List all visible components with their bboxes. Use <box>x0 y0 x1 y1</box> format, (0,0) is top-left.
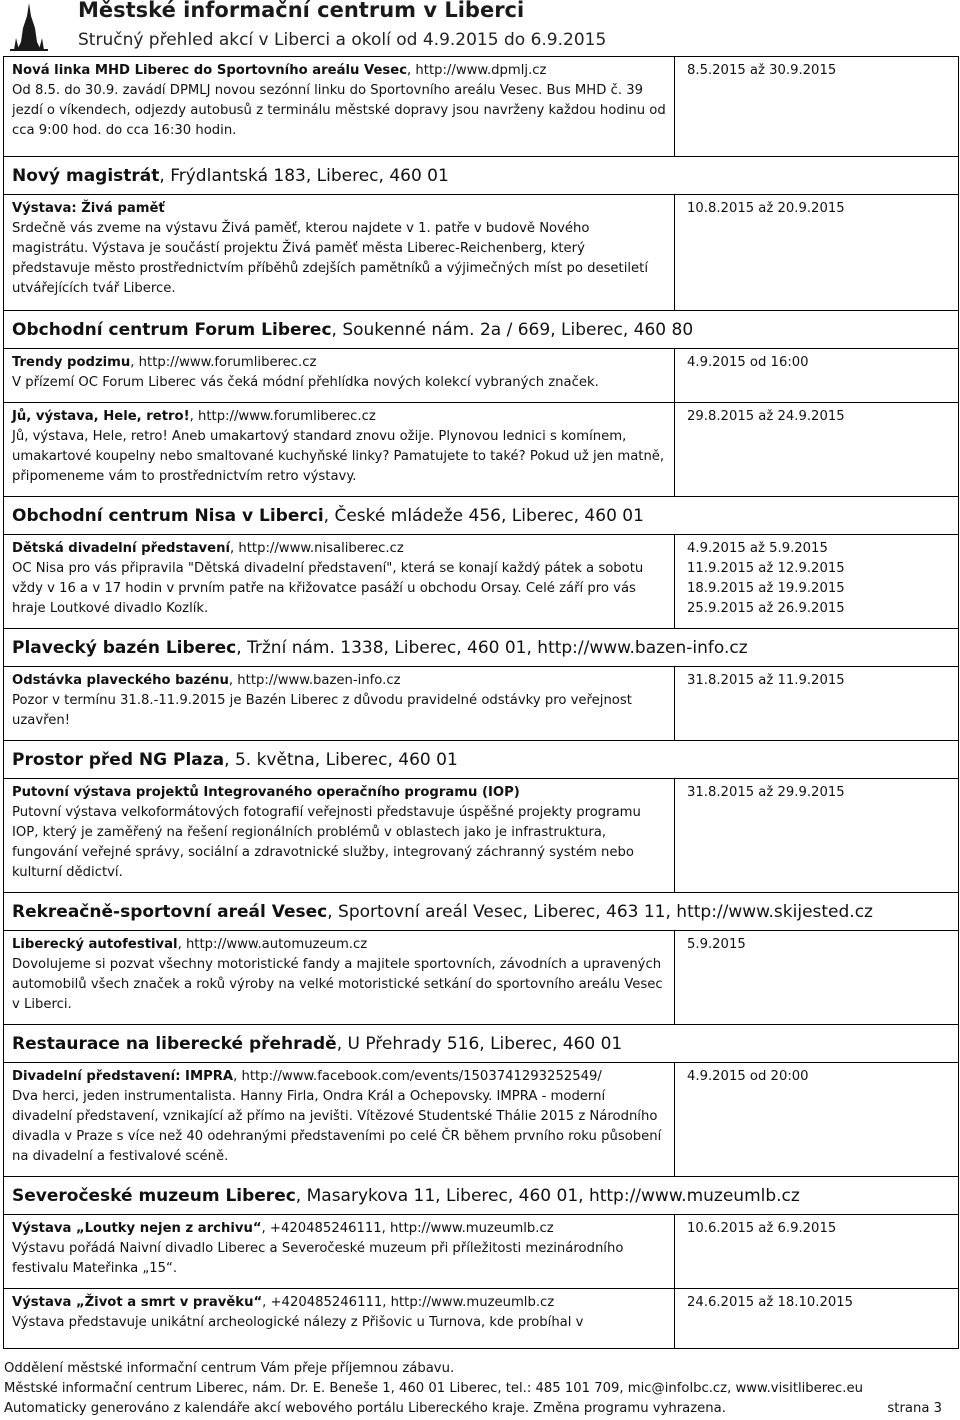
event-description: Od 8.5. do 30.9. zavádí DPMLJ novou sezónní linku do Sportovního areálu Vesec. Bus MHD č. 39 jezdí o víkendech, odjezdy autobusů z terminálu městské dopravy jsou navrženy každou hodinu od cca 9:00 hod. do cca 16:30 hodin. <box>12 83 666 138</box>
event-dates <box>687 935 746 955</box>
event-dates <box>687 539 845 619</box>
event-date: 24.6.2015 až 18.10.2015 <box>687 1295 854 1310</box>
venue-address: , Soukenné nám. 2a / 669, Liberec, 460 80 <box>331 320 694 340</box>
event-row <box>4 1215 958 1289</box>
event-url-link[interactable]: , http://www.forumliberec.cz <box>189 409 376 424</box>
footer-greeting: Oddělení městské informační centrum Vám přeje příjemnou zábavu. <box>4 1361 455 1376</box>
venue-name: Restaurace na liberecké přehradě <box>12 1034 337 1054</box>
event-url-link[interactable]: , http://www.forumliberec.cz <box>130 355 317 370</box>
event-title <box>12 201 165 216</box>
event-url-link[interactable]: , http://www.bazen-info.cz <box>228 673 401 688</box>
event-url-link[interactable]: , http://www.dpmlj.cz <box>407 63 547 78</box>
event-date: 10.6.2015 až 6.9.2015 <box>687 1221 837 1236</box>
event-title <box>12 1295 554 1310</box>
venue-address: , Frýdlantská 183, Liberec, 460 01 <box>159 166 449 186</box>
venue-address: , 5. května, Liberec, 460 01 <box>224 750 458 770</box>
page-footer <box>0 1360 960 1420</box>
page-number: strana 3 <box>887 1401 942 1416</box>
event-date: 29.8.2015 až 24.9.2015 <box>687 409 845 424</box>
event-date: 8.5.2015 až 30.9.2015 <box>687 63 837 78</box>
venue-name: Nový magistrát <box>12 166 160 186</box>
event-date: 18.9.2015 až 19.9.2015 <box>687 581 845 596</box>
event-row <box>4 667 958 741</box>
event-description: Výstavu pořádá Naivní divadlo Liberec a Severočeské muzeum při příležitosti mezinárodního festivalu Mateřinka „15“. <box>12 1241 624 1276</box>
venue-name: Severočeské muzeum Liberec <box>12 1186 296 1206</box>
footer-disclaimer: Automaticky generováno z kalendáře akcí webového portálu Libereckého kraje. Změna programu vyhrazena. <box>4 1401 726 1416</box>
venue-header <box>4 893 958 931</box>
event-dates <box>687 671 845 691</box>
event-title <box>12 541 404 556</box>
event-details <box>4 931 675 1024</box>
liberec-town-hall-logo-icon <box>6 2 52 52</box>
event-title-text: Výstava „Loutky nejen z archivu“ <box>12 1221 262 1236</box>
event-url-link[interactable]: , +420485246111, http://www.muzeumlb.cz <box>261 1221 554 1236</box>
event-details <box>4 667 675 740</box>
venue-name: Rekreačně-sportovní areál Vesec <box>12 902 328 922</box>
event-title-text: Liberecký autofestival <box>12 937 178 952</box>
event-title-text: Trendy podzimu <box>12 355 131 370</box>
event-details <box>4 779 675 892</box>
event-dates <box>687 1067 809 1087</box>
venue-address: , Masarykova 11, Liberec, 460 01, http://www.muzeumlb.cz <box>295 1186 800 1206</box>
venue-header <box>4 1025 958 1063</box>
venue-header <box>4 741 958 779</box>
event-url-link[interactable]: , +420485246111, http://www.muzeumlb.cz <box>262 1295 555 1310</box>
event-description: Pozor v termínu 31.8.-11.9.2015 je Bazén Liberec z důvodu pravidelné odstávky pro veřejnost uzavřen! <box>12 693 632 728</box>
event-title-text: Divadelní představení: IMPRA <box>12 1069 234 1084</box>
event-title-text: Výstava „Život a smrt v pravěku“ <box>12 1295 263 1310</box>
venue-address: , Tržní nám. 1338, Liberec, 460 01, http://www.bazen-info.cz <box>236 638 748 658</box>
event-dates <box>687 199 845 219</box>
event-dates <box>687 353 809 373</box>
header-subtitle: Stručný přehled akcí v Liberci a okolí od 4.9.2015 do 6.9.2015 <box>78 30 607 50</box>
event-date: 10.8.2015 až 20.9.2015 <box>687 201 845 216</box>
event-table <box>3 56 959 1349</box>
event-row <box>4 57 958 157</box>
venue-header <box>4 1177 958 1215</box>
event-row <box>4 1063 958 1177</box>
venue-header <box>4 629 958 667</box>
event-url-link[interactable]: , http://www.automuzeum.cz <box>177 937 368 952</box>
event-row <box>4 349 958 403</box>
event-description: Jů, výstava, Hele, retro! Aneb umakartový standard znovu ožije. Plynovou lednici s komínem, umakartové koupelny nebo smaltované kuchyňské linky? Pamatujete to také? Pokud už jen matně, připomeneme vám to prostřednictvím retro výstavy. <box>12 429 665 484</box>
venue-address: , Sportovní areál Vesec, Liberec, 463 11, http://www.skijested.cz <box>327 902 873 922</box>
event-date: 4.9.2015 od 20:00 <box>687 1069 809 1084</box>
event-title-text: Výstava: Živá paměť <box>12 201 165 216</box>
event-description: Srdečně vás zveme na výstavu Živá paměť, kterou najdete v 1. patře v budově Nového magistrátu. Výstava je součástí projektu Živá paměť města Liberec-Reichenberg, který představuje město prostřednictvím příběhů zdejších pamětníků a výjimečných míst po desetiletí utvářejících tvář Liberce. <box>12 221 648 296</box>
event-url-link[interactable]: , http://www.nisaliberec.cz <box>230 541 404 556</box>
event-url-link[interactable]: , http://www.facebook.com/events/1503741293252549/ <box>233 1069 602 1084</box>
event-date: 25.9.2015 až 26.9.2015 <box>687 601 845 616</box>
event-description: Výstava představuje unikátní archeologické nálezy z Přišovic u Turnova, kde probíhal v <box>12 1315 584 1330</box>
event-row <box>4 779 958 893</box>
event-row <box>4 535 958 629</box>
venue-address: , U Přehrady 516, Liberec, 460 01 <box>336 1034 623 1054</box>
page-header <box>0 0 960 56</box>
event-details <box>4 1289 675 1348</box>
event-row <box>4 195 958 311</box>
event-dates <box>687 783 845 803</box>
event-row <box>4 1289 958 1349</box>
event-title <box>12 1069 602 1084</box>
event-title <box>12 409 376 424</box>
event-date: 4.9.2015 od 16:00 <box>687 355 809 370</box>
event-date: 11.9.2015 až 12.9.2015 <box>687 561 845 576</box>
event-details <box>4 1215 675 1288</box>
event-title-text: Nová linka MHD Liberec do Sportovního areálu Vesec <box>12 63 408 78</box>
event-description: Dva herci, jeden instrumentalista. Hanny Firla, Ondra Král a Ochepovsky. IMPRA - moderní divadelní představení, vznikající až přímo na jevišti. Vítězové Studentské Thálie 2015 z Národního divadla v Praze s více než 40 odehranými představeními po celé ČR během prvního roku působení na divadelní a festivalové scéně. <box>12 1089 662 1164</box>
event-title <box>12 63 546 78</box>
event-description: Putovní výstava velkoformátových fotografií veřejnosti představuje úspěšné projekty programu IOP, který je zaměřený na řešení regionálních problémů v oblastech jako je infrastruktura, fungování veřejné správy, sociální a zdravotnické služby, integrovaný záchranný systém nebo kulturní dědictví. <box>12 805 641 880</box>
event-row <box>4 931 958 1025</box>
venue-name: Obchodní centrum Nisa v Liberci <box>12 506 324 526</box>
venue-name: Plavecký bazén Liberec <box>12 638 237 658</box>
event-details <box>4 349 675 402</box>
event-dates <box>687 407 845 427</box>
event-date: 31.8.2015 až 11.9.2015 <box>687 673 845 688</box>
event-description: Dovolujeme si pozvat všechny motoristické fandy a majitele sportovních, závodních a upravených automobilů všech značek a roků výroby na velké motoristické setkání do sportovního areálu Vesec v Liberci. <box>12 957 663 1012</box>
event-title <box>12 785 520 800</box>
event-title-text: Odstávka plaveckého bazénu <box>12 673 229 688</box>
event-date: 5.9.2015 <box>687 937 746 952</box>
event-title-text: Jů, výstava, Hele, retro! <box>12 409 190 424</box>
event-description: V přízemí OC Forum Liberec vás čeká módní přehlídka nových kolekcí vybraných značek. <box>12 375 599 390</box>
event-description: OC Nisa pro vás připravila "Dětská divadelní představení", která se konají každý pátek a sobotu vždy v 16 a v 17 hodin v prvním patře na křižovatce pasáží u obchodu Orsay. Celé září pro vás hraje Loutkové divadlo Kozlík. <box>12 561 644 616</box>
venue-header <box>4 497 958 535</box>
event-details <box>4 535 675 628</box>
venue-address: , České mládeže 456, Liberec, 460 01 <box>323 506 644 526</box>
event-title-text: Putovní výstava projektů Integrovaného operačního programu (IOP) <box>12 785 520 800</box>
event-details <box>4 57 675 156</box>
event-details <box>4 195 675 310</box>
event-title-text: Dětská divadelní představení <box>12 541 230 556</box>
event-details <box>4 403 675 496</box>
venue-name: Prostor před NG Plaza <box>12 750 225 770</box>
event-date: 31.8.2015 až 29.9.2015 <box>687 785 845 800</box>
venue-header <box>4 157 958 195</box>
event-details <box>4 1063 675 1176</box>
event-date: 4.9.2015 až 5.9.2015 <box>687 541 828 556</box>
event-row <box>4 403 958 497</box>
event-title <box>12 1221 554 1236</box>
venue-name: Obchodní centrum Forum Liberec <box>12 320 332 340</box>
venue-header <box>4 311 958 349</box>
event-title <box>12 673 401 688</box>
footer-contact: Městské informační centrum Liberec, nám. Dr. E. Beneše 1, 460 01 Liberec, tel.: 485 101 709, mic@infolbc.cz, www.visitliberec.eu <box>4 1381 863 1396</box>
header-title: Městské informační centrum v Liberci <box>78 0 525 22</box>
event-title <box>12 355 316 370</box>
event-dates <box>687 61 836 81</box>
event-title <box>12 937 367 952</box>
event-dates <box>687 1293 853 1313</box>
event-listing <box>0 56 960 1353</box>
event-dates <box>687 1219 836 1239</box>
